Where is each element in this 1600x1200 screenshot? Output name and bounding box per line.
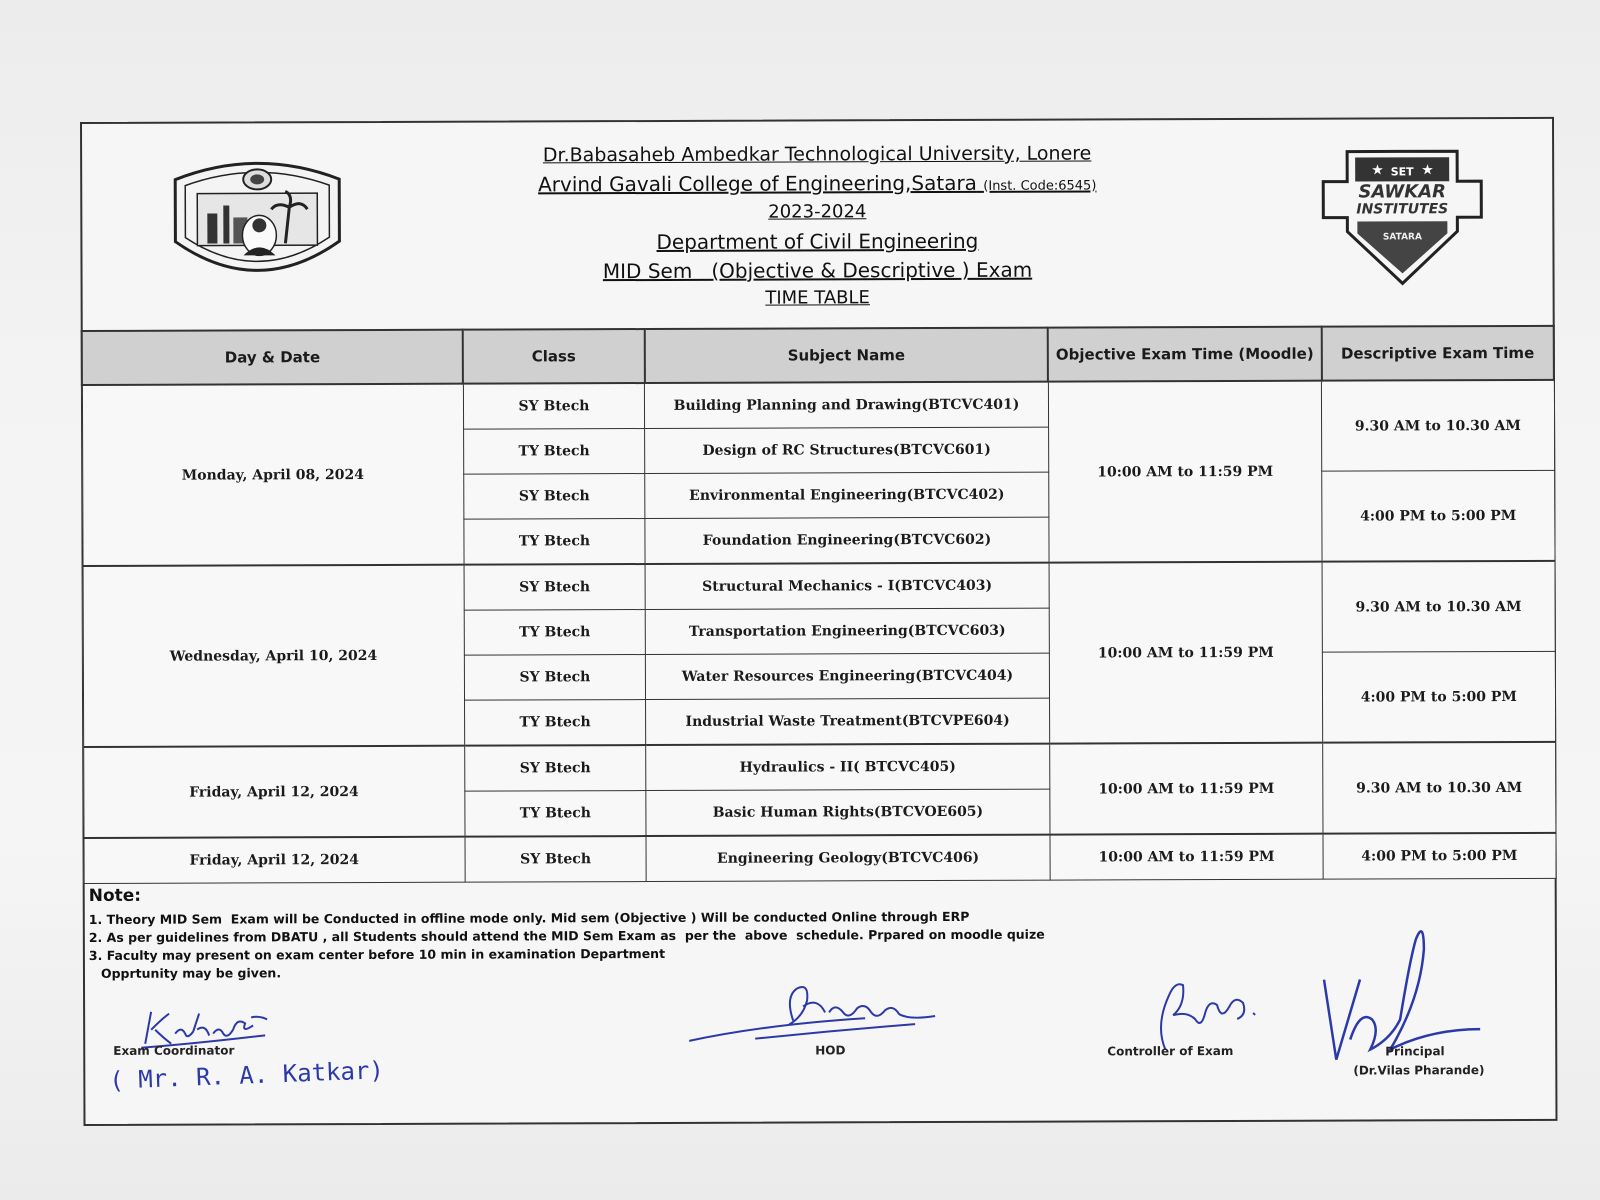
coordinator-label: Exam Coordinator [113,1043,235,1058]
class-cell: SY Btech [465,836,647,882]
notes-section [89,882,1089,983]
svg-text:★: ★ [1371,162,1384,179]
document-title: TIME TABLE [765,287,870,309]
descriptive-time-cell: 4:00 PM to 5:00 PM [1323,833,1556,879]
note-line: 1. Theory MID Sem Exam will be Conducted in offline mode only. Mid sem (Objective ) Will be conducted Online through ERP [88,908,970,927]
table-row [82,380,1554,431]
col-header-subject: Subject Name [644,328,1048,383]
table-header-row [82,326,1554,385]
subject-cell: Water Resources Engineering(BTCVC404) [646,653,1050,699]
class-cell: SY Btech [463,383,645,429]
class-cell: SY Btech [464,745,646,791]
class-cell: SY Btech [464,564,646,610]
subject-cell: Structural Mechanics - I(BTCVC403) [645,563,1049,610]
class-cell: SY Btech [464,655,646,701]
objective-time-cell: 10:00 AM to 11:59 PM [1050,743,1324,835]
principal-label: Principal [1385,1044,1445,1059]
subject-cell: Environmental Engineering(BTCVC402) [645,472,1049,518]
class-cell: TY Btech [464,700,646,746]
class-cell: TY Btech [464,519,646,565]
subject-cell: Hydraulics - II( BTCVC405) [646,744,1050,791]
logo-set-text: SET [1390,165,1414,179]
college-name: Arvind Gavali College of Engineering,Satara [538,170,977,197]
hod-label: HOD [815,1043,846,1058]
note-line: 2. As per guidelines from DBATU , all Students should attend the MID Sem Exam as per the above schedule. Prpared on moodle quize [88,926,1045,945]
objective-time-cell: 10:00 AM to 11:59 PM [1050,834,1323,880]
subject-cell: Engineering Geology(BTCVC406) [646,835,1050,882]
logo-institutes-text: INSTITUTES [1356,201,1449,218]
table-row [83,561,1555,612]
descriptive-time-cell: 4:00 PM to 5:00 PM [1322,470,1555,561]
exam-timetable [81,325,1557,884]
descriptive-time-cell: 9.30 AM to 10.30 AM [1322,561,1555,652]
notes-title: Note: [88,885,142,906]
subject-cell: Design of RC Structures(BTCVC601) [645,427,1049,473]
objective-time-cell: 10:00 AM to 11:59 PM [1048,381,1322,563]
exam-title: MID Sem (Objective & Descriptive ) Exam [602,257,1033,284]
note-line: 3. Faculty may present on exam center before 10 min in examination Department [88,945,666,963]
logo-sawkar-text: SAWKAR [1358,181,1447,203]
day-date-cell: Friday, April 12, 2024 [83,746,465,838]
department-name: Department of Civil Engineering [656,228,979,254]
svg-text:★: ★ [1421,162,1434,179]
col-header-class: Class [463,329,645,384]
sawkar-institutes-logo [1317,147,1487,288]
subject-cell: Transportation Engineering(BTCVC603) [645,608,1049,654]
class-cell: TY Btech [464,610,646,656]
class-cell: TY Btech [465,791,647,837]
descriptive-time-cell: 9.30 AM to 10.30 AM [1323,742,1556,834]
descriptive-time-cell: 9.30 AM to 10.30 AM [1321,380,1554,471]
col-header-objective-time: Objective Exam Time (Moodle) [1048,327,1321,382]
col-header-descriptive-time: Descriptive Exam Time [1321,326,1554,381]
academic-year: 2023-2024 [768,201,867,223]
logo-city-text: SATARA [1382,232,1422,243]
subject-cell: Basic Human Rights(BTCVOE605) [646,789,1050,836]
principal-name: (Dr.Vilas Pharande) [1353,1063,1485,1078]
controller-label: Controller of Exam [1107,1043,1234,1059]
hod-signature [685,976,945,1047]
col-header-day-date: Day & Date [82,330,463,385]
table-row [83,742,1555,793]
inst-code: (Inst. Code:6545) [983,178,1097,194]
subject-cell: Building Planning and Drawing(BTCVC401) [645,382,1049,429]
university-name: Dr.Babasaheb Ambedkar Technological University, Lonere [542,142,1092,167]
class-cell: TY Btech [463,429,645,475]
timetable-frame [80,117,1557,1126]
coordinator-handwritten-name: ( Mr. R. A. Katkar) [108,1056,385,1095]
table-row [83,833,1555,884]
day-date-cell: Friday, April 12, 2024 [83,837,464,884]
subject-cell: Industrial Waste Treatment(BTCVPE604) [646,698,1050,745]
subject-cell: Foundation Engineering(BTCVC602) [645,517,1049,564]
day-date-cell: Monday, April 08, 2024 [82,384,464,566]
class-cell: SY Btech [463,474,645,520]
document-header [82,119,1553,334]
note-line: Opprtunity may be given. [100,965,282,981]
descriptive-time-cell: 4:00 PM to 5:00 PM [1322,651,1555,742]
objective-time-cell: 10:00 AM to 11:59 PM [1049,562,1323,744]
day-date-cell: Wednesday, April 10, 2024 [83,565,465,747]
